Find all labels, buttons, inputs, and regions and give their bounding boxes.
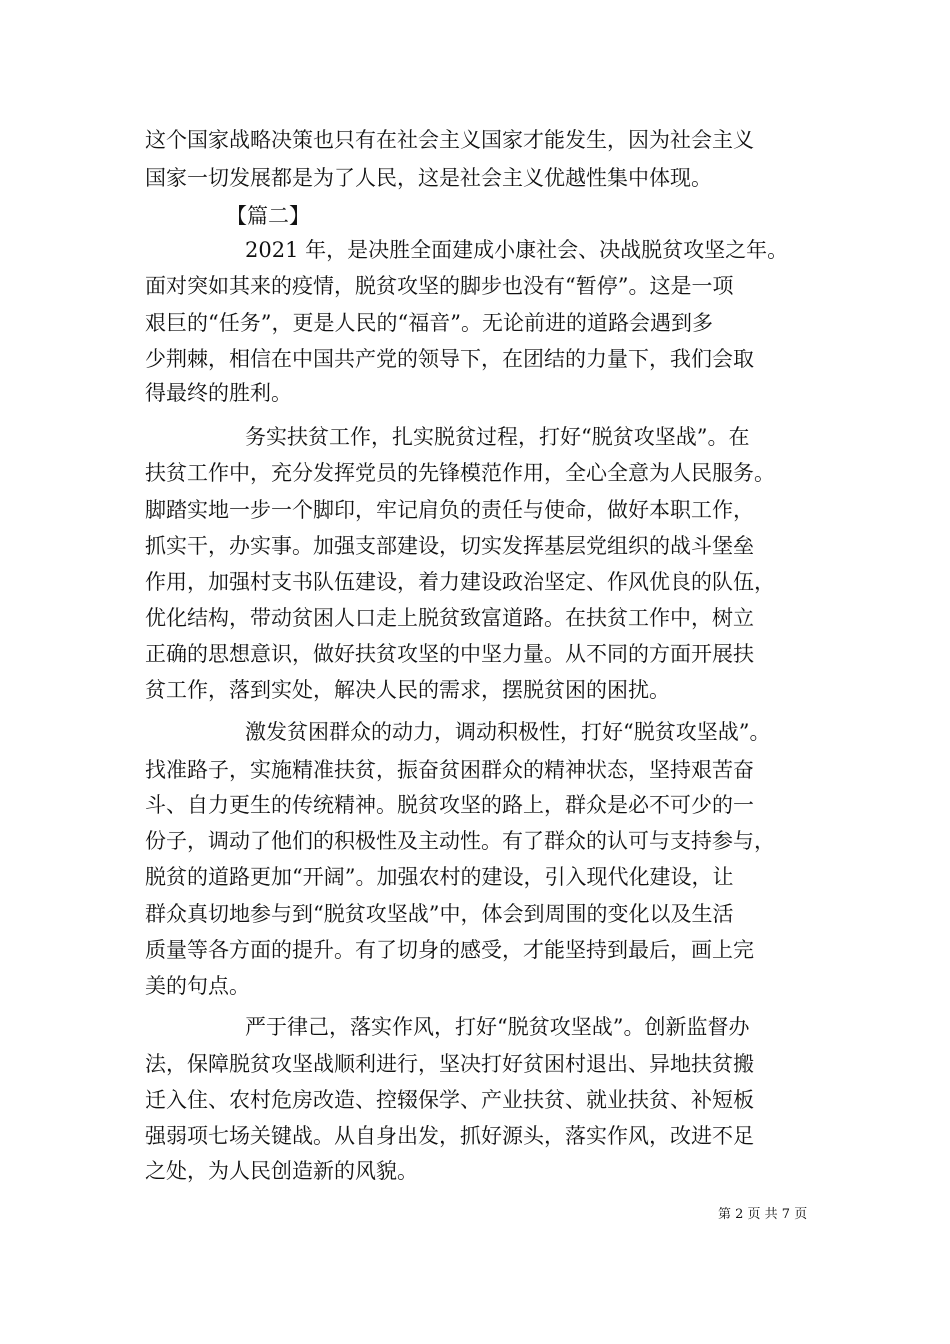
- text-line: 面对突如其来的疫情，脱贫攻坚的脚步也没有“暂停”。这是一项: [145, 274, 734, 298]
- text-line: 激发贫困群众的动力，调动积极性，打好“脱贫攻坚战”。: [245, 720, 771, 744]
- text-line: 务实扶贫工作，扎实脱贫过程，打好“脱贫攻坚战”。在: [245, 425, 750, 449]
- text-line: 法，保障脱贫攻坚战顺利进行，坚决打好贫困村退出、异地扶贫搬: [145, 1052, 754, 1076]
- text-line: 优化结构，带动贫困人口走上脱贫致富道路。在扶贫工作中，树立: [145, 606, 754, 630]
- text-line: 迁入住、农村危房改造、控辍保学、产业扶贫、就业扶贫、补短板: [145, 1088, 754, 1112]
- text-line: 脱贫的道路更加“开阔”。加强农村的建设，引入现代化建设，让: [145, 865, 734, 889]
- text-line: 贫工作，落到实处，解决人民的需求，摆脱贫困的困扰。: [145, 678, 670, 702]
- text-line: 斗、自力更生的传统精神。脱贫攻坚的路上，群众是必不可少的一: [145, 793, 754, 817]
- text-line: 少荆棘，相信在中国共产党的领导下，在团结的力量下，我们会取: [145, 347, 754, 371]
- text-line: 作用，加强村支书队伍建设，着力建设政治坚定、作风优良的队伍，: [145, 570, 775, 594]
- text-line: 质量等各方面的提升。有了切身的感受，才能坚持到最后，画上完: [145, 938, 754, 962]
- text-line: 得最终的胜利。: [145, 381, 292, 405]
- page-number-footer: 第 2 页 共 7 页: [718, 1207, 808, 1222]
- text-line: 这个国家战略决策也只有在社会主义国家才能发生，因为社会主义: [145, 128, 754, 152]
- text-line: 强弱项七场关键战。从自身出发，抓好源头，落实作风，改进不足: [145, 1124, 754, 1148]
- text-line: 美的句点。: [145, 974, 250, 998]
- text-line: 扶贫工作中，充分发挥党员的先锋模范作用，全心全意为人民服务。: [145, 461, 775, 485]
- text-line: 严于律己，落实作风，打好“脱贫攻坚战”。创新监督办: [245, 1015, 750, 1039]
- section-heading: 【篇二】: [226, 204, 310, 228]
- text-line: 2021 年，是决胜全面建成小康社会、决战脱贫攻坚之年。: [245, 238, 789, 262]
- text-line: 找准路子，实施精准扶贫，振奋贫困群众的精神状态，坚持艰苦奋: [145, 758, 754, 782]
- text-line: 群众真切地参与到“脱贫攻坚战”中，体会到周围的变化以及生活: [145, 902, 734, 926]
- text-line: 正确的思想意识，做好扶贫攻坚的中坚力量。从不同的方面开展扶: [145, 642, 754, 666]
- text-line: 艰巨的“任务”，更是人民的“福音”。无论前进的道路会遇到多: [145, 311, 713, 335]
- text-line: 份子，调动了他们的积极性及主动性。有了群众的认可与支持参与，: [145, 829, 775, 853]
- text-line: 国家一切发展都是为了人民，这是社会主义优越性集中体现。: [145, 166, 712, 190]
- text-line: 之处，为人民创造新的风貌。: [145, 1159, 418, 1183]
- text-line: 脚踏实地一步一个脚印，牢记肩负的责任与使命，做好本职工作，: [145, 498, 754, 522]
- text-line: 抓实干，办实事。加强支部建设，切实发挥基层党组织的战斗堡垒: [145, 534, 754, 558]
